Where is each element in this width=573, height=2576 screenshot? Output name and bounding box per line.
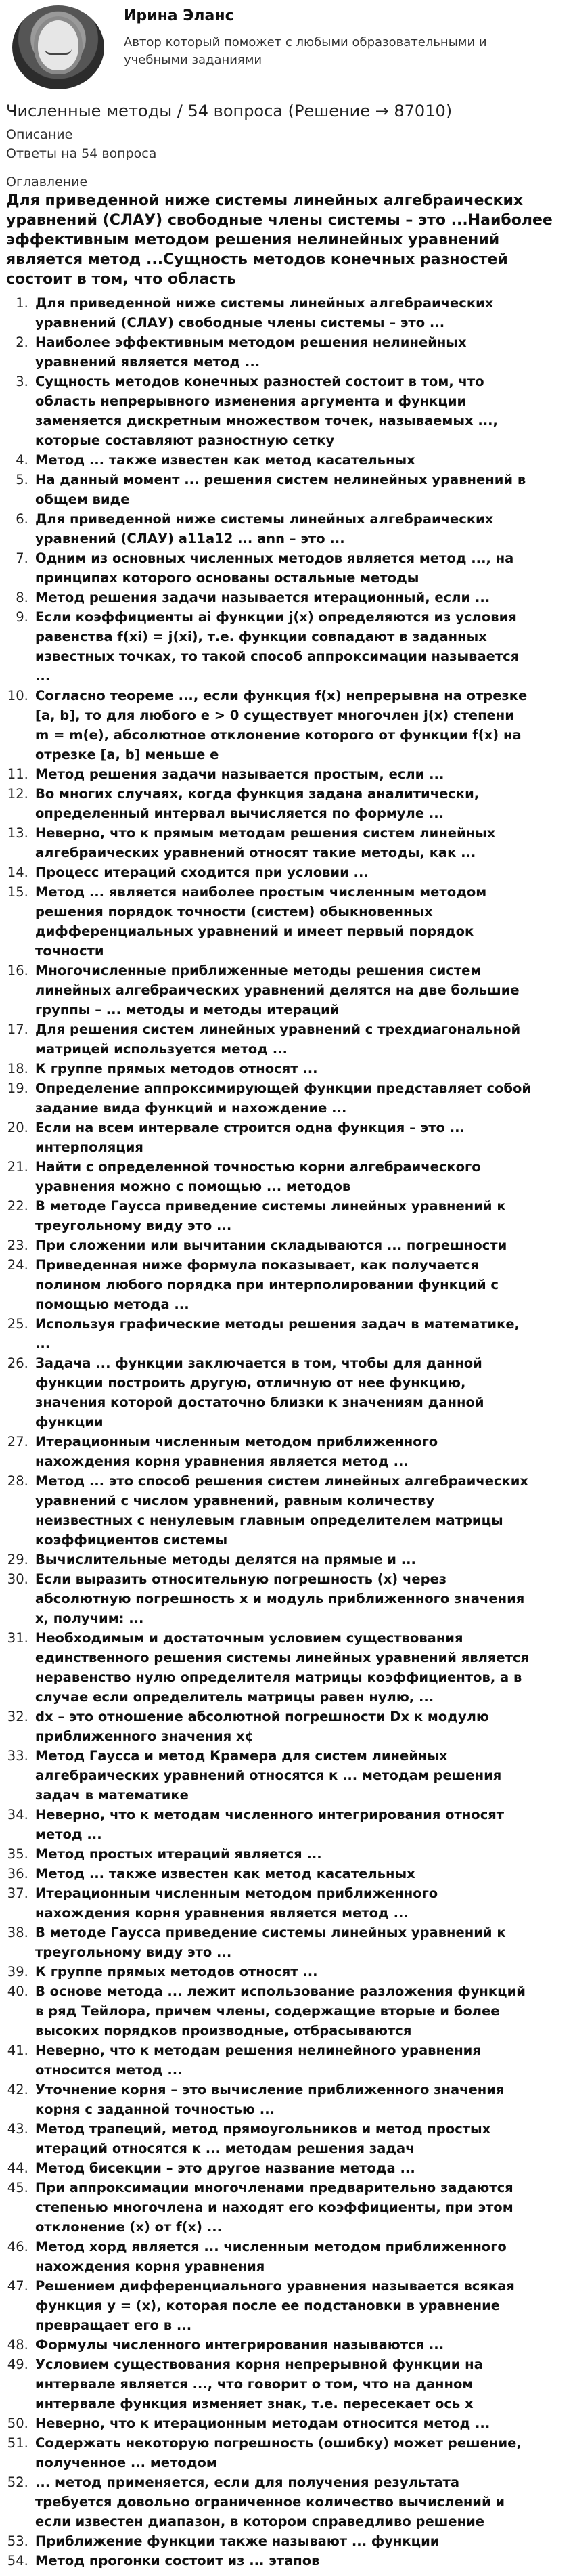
question-item: 34. Неверно, что к методам численного интегрирования относят метод ... xyxy=(32,1805,534,1844)
toc-label: Оглавление xyxy=(6,175,88,190)
question-item: 23. При сложении или вычитании складываются ... погрешности xyxy=(32,1236,534,1255)
page-title: Численные методы / 54 вопроса (Решение → 87010) xyxy=(6,102,453,121)
question-item: 52. ... метод применяется, если для получения результата требуется довольно ограниченное количество вычислений и если известен диапазон, в котором справедливо решение xyxy=(32,2472,534,2531)
question-item: 40. В основе метода ... лежит использование разложения функций в ряд Тейлора, причем члены, содержащие вторые и более высоких порядков производные, отбрасываются xyxy=(32,1982,534,2040)
question-item: 11. Метод решения задачи называется простым, если ... xyxy=(32,764,534,784)
answers-label: Ответы на 54 вопроса xyxy=(6,146,157,161)
question-item: 19. Определение аппроксимирующей функции представляет собой задание вида функций и нахождение ... xyxy=(32,1078,534,1118)
question-item: 1. Для приведенной ниже системы линейных алгебраических уравнений (СЛАУ) свободные члены системы – это ... xyxy=(32,293,534,332)
question-item: 26. Задача ... функции заключается в том, чтобы для данной функции построить другую, отличную от нее функцию, значения которой достаточно близки к значениям данной функции xyxy=(32,1353,534,1432)
question-item: 24. Приведенная ниже формула показывает, как получается полином любого порядка при интерполировании функций с помощью метода ... xyxy=(32,1255,534,1314)
question-item: 48. Формулы численного интегрирования называются ... xyxy=(32,2335,534,2355)
question-item: 5. На данный момент ... решения систем нелинейных уравнений в общем виде xyxy=(32,470,534,509)
author-card xyxy=(0,0,573,100)
question-item: 22. В методе Гаусса приведение системы линейных уравнений к треугольному виду это ... xyxy=(32,1196,534,1236)
question-item: 30. Если выразить относительную погрешность (x) через абсолютную погрешность x и модуль приближенного значения x, получим: ... xyxy=(32,1569,534,1628)
question-item: 10. Согласно теореме ..., если функция f(x) непрерывна на отрезке [a, b], то для любого e > 0 существует многочлен j(x) степени m = m(e), абсолютное отклонение которого от функции f(x) на отрезке [a, b] меньше e xyxy=(32,686,534,764)
question-item: 3. Сущность методов конечных разностей состоит в том, что область непрерывного изменения аргумента и функции заменяется дискретным множеством точек, называемых ..., которые составляют разностную сетку xyxy=(32,372,534,450)
question-item: 6. Для приведенной ниже системы линейных алгебраических уравнений (СЛАУ) a11a12 ... ann – это ... xyxy=(32,509,534,548)
question-item: 35. Метод простых итераций является ... xyxy=(32,1844,534,1864)
question-item: 39. К группе прямых методов относят ... xyxy=(32,1962,534,1982)
question-item: 16. Многочисленные приближенные методы решения систем линейных алгебраических уравнений делятся на две большие группы – ... методы и методы итераций xyxy=(32,961,534,1020)
lead-text: Для приведенной ниже системы линейных алгебраических уравнений (СЛАУ) свободные члены системы – это ...Наиболее эффективным методом решения нелинейных уравнений является метод ...Сущность методов конечных разностей состоит в том, что область xyxy=(6,192,553,288)
question-item: 46. Метод хорд является ... численным методом приближенного нахождения корня уравнения xyxy=(32,2237,534,2276)
question-item: 27. Итерационным численным методом приближенного нахождения корня уравнения является метод ... xyxy=(32,1432,534,1471)
question-item: 43. Метод трапеций, метод прямоугольников и метод простых итераций относятся к ... методам решения задач xyxy=(32,2119,534,2158)
question-item: 12. Во многих случаях, когда функция задана аналитически, определенный интервал вычисляется по формуле ... xyxy=(32,784,534,823)
question-item: 47. Решением дифференциального уравнения называется всякая функция y = (x), которая после ее подстановки в уравнение превращает его в ... xyxy=(32,2276,534,2335)
question-item: 21. Найти с определенной точностью корни алгебраического уравнения можно с помощью ... методов xyxy=(32,1157,534,1196)
question-item: 45. При аппроксимации многочленами предварительно задаются степенью многочлена и находят его коэффициенты, при этом отклонение (x) от f(x) ... xyxy=(32,2178,534,2237)
question-item: 7. Одним из основных численных методов является метод ..., на принципах которого основаны остальные методы xyxy=(32,548,534,588)
question-item: 31. Необходимым и достаточным условием существования единственного решения системы линейных уравнений является неравенство нулю определителя матрицы коэффициентов, а в случае если определитель матрицы равен нулю, ... xyxy=(32,1628,534,1707)
question-item: 41. Неверно, что к методам решения нелинейного уравнения относится метод ... xyxy=(32,2040,534,2080)
question-item: 20. Если на всем интервале строится одна функция – это ... интерполяция xyxy=(32,1118,534,1157)
description-label: Описание xyxy=(6,127,73,142)
author-description: Автор который поможет с любыми образовательными и учебными заданиями xyxy=(124,35,487,67)
question-item: 2. Наиболее эффективным методом решения нелинейных уравнений является метод ... xyxy=(32,332,534,372)
question-item: 8. Метод решения задачи называется итерационный, если ... xyxy=(32,588,534,607)
author-name[interactable]: Ирина Эланс xyxy=(124,7,234,24)
question-item: 33. Метод Гаусса и метод Крамера для систем линейных алгебраических уравнений относятся к ... методам решения задач в математике xyxy=(32,1746,534,1805)
question-item: 38. В методе Гаусса приведение системы линейных уравнений к треугольному виду это ... xyxy=(32,1923,534,1962)
question-item: 4. Метод ... также известен как метод касательных xyxy=(32,450,534,470)
question-item: 44. Метод бисекции – это другое название метода ... xyxy=(32,2158,534,2178)
question-item: 29. Вычислительные методы делятся на прямые и ... xyxy=(32,1550,534,1569)
question-item: 36. Метод ... также известен как метод касательных xyxy=(32,1864,534,1883)
question-item: 17. Для решения систем линейных уравнений с трехдиагональной матрицей используется метод ... xyxy=(32,1020,534,1059)
question-item: 9. Если коэффициенты ai функции j(x) определяются из условия равенства f(xi) = j(xi), т.е. функции совпадают в заданных известных точках, то такой способ аппроксимации называется ... xyxy=(32,607,534,686)
question-item: 50. Неверно, что к итерационным методам относится метод ... xyxy=(32,2414,534,2433)
question-item: 54. Метод прогонки состоит из ... этапов xyxy=(32,2551,534,2571)
question-item: 49. Условием существования корня непрерывной функции на интервале является ..., что говорит о том, что на данном интервале функция изменяет знак, т.е. пересекает ось x xyxy=(32,2355,534,2414)
question-item: 18. К группе прямых методов относят ... xyxy=(32,1059,534,1078)
question-item: 53. Приближение функции также называют ... функции xyxy=(32,2531,534,2551)
avatar[interactable] xyxy=(12,5,104,89)
question-item: 32. dx – это отношение абсолютной погрешности Dx к модулю приближенного значения x¢ xyxy=(32,1707,534,1746)
question-item: 15. Метод ... является наиболее простым численным методом решения порядок точности (систем) обыкновенных дифференциальных уравнений и имеет первый порядок точности xyxy=(32,882,534,961)
question-item: 51. Содержать некоторую погрешность (ошибку) может решение, полученное ... методом xyxy=(32,2433,534,2472)
question-item: 37. Итерационным численным методом приближенного нахождения корня уравнения является метод ... xyxy=(32,1883,534,1923)
question-item: 28. Метод ... это способ решения систем линейных алгебраических уравнений с числом уравнений, равным количеству неизвестных с ненулевым главным определителем матрицы коэффициентов системы xyxy=(32,1471,534,1550)
question-item: 25. Используя графические методы решения задач в математике, ... xyxy=(32,1314,534,1353)
question-item: 13. Неверно, что к прямым методам решения систем линейных алгебраических уравнений относят такие методы, как ... xyxy=(32,823,534,863)
question-list xyxy=(0,293,534,2571)
question-item: 14. Процесс итераций сходится при условии ... xyxy=(32,863,534,882)
question-item: 42. Уточнение корня – это вычисление приближенного значения корня с заданной точностью ... xyxy=(32,2080,534,2119)
